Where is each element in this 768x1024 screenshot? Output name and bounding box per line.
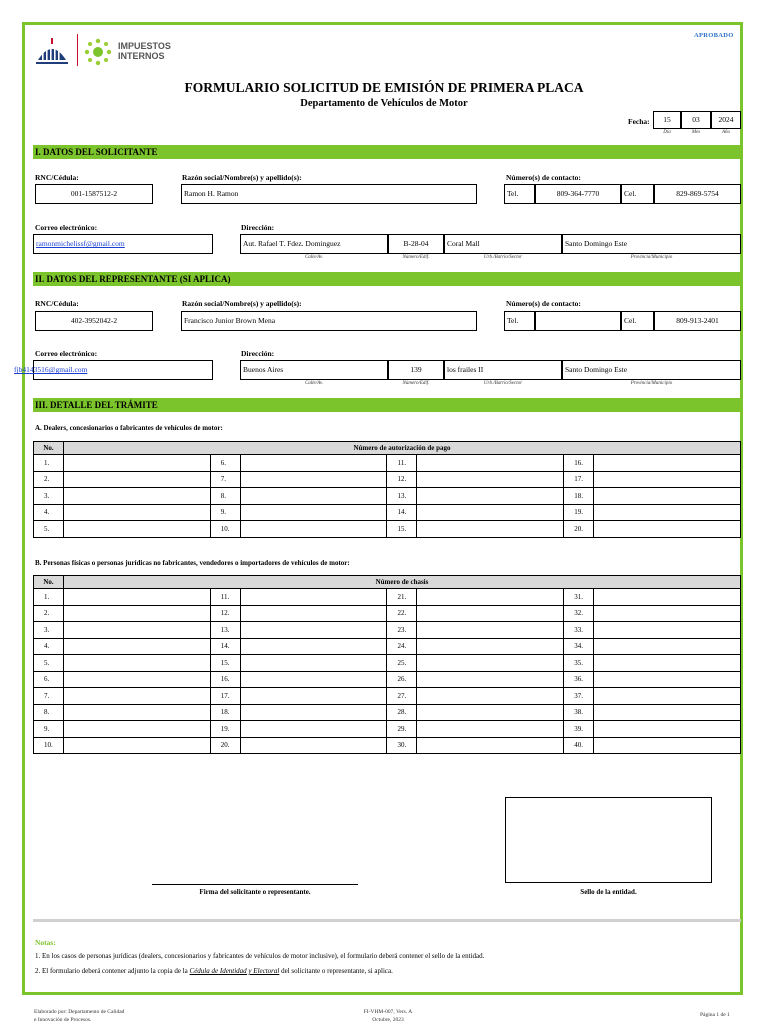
applicant-number-caption: Número/Edif. xyxy=(402,255,430,260)
table-a-entry-cell[interactable] xyxy=(63,488,210,505)
rep-number-caption: Número/Edif. xyxy=(402,381,430,386)
rep-urb-caption: Urb./Barrio/Sector xyxy=(483,381,523,386)
table-b-entry-cell[interactable] xyxy=(417,721,564,738)
table-a-row-number: 17. xyxy=(564,471,594,488)
table-b-entry-cell[interactable] xyxy=(594,655,741,672)
footer-left-line2: e Innovación de Procesos. xyxy=(34,1017,92,1023)
table-b-row-number: 21. xyxy=(387,589,417,606)
table-b-entry-cell[interactable] xyxy=(417,655,564,672)
table-b-entry-cell[interactable] xyxy=(417,638,564,655)
logo-divider xyxy=(77,34,78,66)
table-a-row-number: 20. xyxy=(564,521,594,538)
table-b-entry-cell[interactable] xyxy=(63,704,210,721)
table-b-row-number: 3. xyxy=(34,622,64,639)
table-b-entry-cell[interactable] xyxy=(594,671,741,688)
footer-center xyxy=(340,1008,436,1024)
table-b-row-number: 2. xyxy=(34,605,64,622)
table-a-row xyxy=(34,521,741,538)
note-2-prefix: 2. El formulario deberá contener adjunto la copia de la xyxy=(35,967,190,975)
seal-label: Sello de la entidad. xyxy=(580,888,637,896)
table-a-row-number: 4. xyxy=(34,504,64,521)
table-a-entry-cell[interactable] xyxy=(240,521,387,538)
applicant-cel-field[interactable]: 829-869-5754 xyxy=(654,184,741,204)
applicant-urb-caption: Urb./Barrio/Sector xyxy=(483,255,523,260)
table-b-entry-cell[interactable] xyxy=(417,671,564,688)
note-2 xyxy=(35,967,393,975)
table-a-entry-cell[interactable] xyxy=(594,504,741,521)
table-b-entry-cell[interactable] xyxy=(240,655,387,672)
table-b-row-number: 12. xyxy=(210,605,240,622)
table-a-row xyxy=(34,471,741,488)
rep-number-field[interactable]: 139 xyxy=(388,360,444,380)
table-b-entry-cell[interactable] xyxy=(240,688,387,705)
table-b-row-number: 30. xyxy=(387,737,417,754)
table-a-row-number: 10. xyxy=(210,521,240,538)
table-b-title-header: Número de chasis xyxy=(63,576,740,589)
table-b-row xyxy=(34,704,741,721)
table-a-entry-cell[interactable] xyxy=(594,521,741,538)
table-b-row-number: 16. xyxy=(210,671,240,688)
table-b-row-number: 6. xyxy=(34,671,64,688)
table-b-row-number: 31. xyxy=(564,589,594,606)
table-b-entry-cell[interactable] xyxy=(417,737,564,754)
footer-left-line1: Elaborado por: Departamento de Calidad xyxy=(34,1009,125,1015)
table-b-row-number: 28. xyxy=(387,704,417,721)
table-b-entry-cell[interactable] xyxy=(63,737,210,754)
impuestos-sun-icon xyxy=(84,38,114,66)
rep-name-label: Razón social/Nombre(s) y apellido(s): xyxy=(182,299,302,308)
table-b-row-number: 23. xyxy=(387,622,417,639)
table-b-entry-cell[interactable] xyxy=(63,622,210,639)
table-b-row-number: 17. xyxy=(210,688,240,705)
table-b-entry-cell[interactable] xyxy=(63,688,210,705)
table-a-row-number: 11. xyxy=(387,455,417,472)
table-b-entry-cell[interactable] xyxy=(594,605,741,622)
applicant-rnc-label: RNC/Cédula: xyxy=(35,173,79,182)
approval-status: APROBADO xyxy=(694,32,734,39)
rep-street-caption: Calle/Av. xyxy=(304,381,324,386)
brand-line1: IMPUESTOS xyxy=(118,41,171,51)
signature-label: Firma del solicitante o representante. xyxy=(199,888,311,896)
table-b-entry-cell[interactable] xyxy=(63,721,210,738)
section-applicant-header: I. DATOS DEL SOLICITANTE xyxy=(33,145,741,159)
table-a-row-number: 8. xyxy=(210,488,240,505)
table-a-entry-cell[interactable] xyxy=(417,504,564,521)
rep-prov-caption: Provincia/Municipio xyxy=(630,381,673,386)
table-a-row-number: 14. xyxy=(387,504,417,521)
table-a-entry-cell[interactable] xyxy=(417,521,564,538)
applicant-address-label: Dirección: xyxy=(241,223,275,232)
table-a-body xyxy=(34,455,741,538)
table-b-caption: B. Personas físicas o personas jurídicas no fabricantes, vendedores o importadores de vehículos de motor: xyxy=(35,559,350,567)
date-year-caption: Año xyxy=(721,130,731,135)
table-b-row-number: 22. xyxy=(387,605,417,622)
table-a xyxy=(33,441,741,538)
table-b-row-number: 34. xyxy=(564,638,594,655)
table-b-entry-cell[interactable] xyxy=(240,704,387,721)
table-b-row-number: 26. xyxy=(387,671,417,688)
table-b-entry-cell[interactable] xyxy=(594,589,741,606)
signature-line[interactable] xyxy=(152,884,358,885)
applicant-cel-label: Cel. xyxy=(621,184,654,204)
table-a-no-header: No. xyxy=(34,442,64,455)
applicant-rnc-field[interactable]: 001-1587512-2 xyxy=(35,184,153,204)
table-b-entry-cell[interactable] xyxy=(594,688,741,705)
table-b-entry-cell[interactable] xyxy=(594,721,741,738)
table-b-entry-cell[interactable] xyxy=(417,622,564,639)
table-b-no-header: No. xyxy=(34,576,64,589)
table-a-entry-cell[interactable] xyxy=(417,488,564,505)
table-b-row-number: 15. xyxy=(210,655,240,672)
table-a-row-number: 6. xyxy=(210,455,240,472)
applicant-tel-field[interactable]: 809-364-7770 xyxy=(535,184,621,204)
table-a-row xyxy=(34,504,741,521)
applicant-email-link[interactable]: ramonmichelissf@gmail.com xyxy=(36,239,125,249)
table-b-row-number: 36. xyxy=(564,671,594,688)
table-a-row xyxy=(34,488,741,505)
brand-name xyxy=(118,41,171,61)
table-b-row-number: 35. xyxy=(564,655,594,672)
table-b-entry-cell[interactable] xyxy=(417,589,564,606)
rep-name-field[interactable]: Francisco Junior Brown Mena xyxy=(181,311,477,331)
table-b-entry-cell[interactable] xyxy=(240,638,387,655)
table-b-row-number: 37. xyxy=(564,688,594,705)
table-b-row-number: 8. xyxy=(34,704,64,721)
rep-email-label: Correo electrónico: xyxy=(35,349,98,358)
rep-rnc-field[interactable]: 402-3952042-2 xyxy=(35,311,153,331)
table-b-row xyxy=(34,589,741,606)
date-day-caption: Día xyxy=(663,130,671,135)
applicant-email-field[interactable] xyxy=(33,234,213,254)
table-a-row-number: 16. xyxy=(564,455,594,472)
rep-urb-field[interactable]: los frailes II xyxy=(444,360,562,380)
note-2-cedula: Cédula de Identidad y Electoral xyxy=(189,967,280,975)
table-b-row-number: 1. xyxy=(34,589,64,606)
footer-center-line1: FI-VHM-007, Vers. A xyxy=(363,1009,413,1015)
table-a-entry-cell[interactable] xyxy=(240,471,387,488)
table-a-entry-cell[interactable] xyxy=(594,455,741,472)
rep-tel-label: Tel. xyxy=(504,311,535,331)
table-b-entry-cell[interactable] xyxy=(417,605,564,622)
table-b-row-number: 13. xyxy=(210,622,240,639)
table-b-row-number: 27. xyxy=(387,688,417,705)
table-b-entry-cell[interactable] xyxy=(240,737,387,754)
table-a-title-header: Número de autorización de pago xyxy=(63,442,740,455)
table-a-row-number: 3. xyxy=(34,488,64,505)
applicant-email-label: Correo electrónico: xyxy=(35,223,98,232)
applicant-street-field[interactable]: Aut. Rafael T. Fdez. Dominguez xyxy=(240,234,388,254)
table-b-row-number: 25. xyxy=(387,655,417,672)
table-a-row-number: 2. xyxy=(34,471,64,488)
table-b-entry-cell[interactable] xyxy=(417,688,564,705)
table-b-row-number: 18. xyxy=(210,704,240,721)
rep-contact-label: Número(s) de contacto: xyxy=(506,299,581,308)
table-a-entry-cell[interactable] xyxy=(417,455,564,472)
table-b-row xyxy=(34,638,741,655)
table-b-body xyxy=(34,589,741,754)
table-b-row-number: 29. xyxy=(387,721,417,738)
table-b-entry-cell[interactable] xyxy=(240,721,387,738)
rep-email-link[interactable]: fjb4143516@gmail.com xyxy=(14,365,88,375)
page-subtitle: Departamento de Vehículos de Motor xyxy=(300,98,468,109)
table-b-entry-cell[interactable] xyxy=(63,638,210,655)
table-b-row-number: 11. xyxy=(210,589,240,606)
rep-email-field[interactable] xyxy=(14,360,213,380)
rep-cel-label: Cel. xyxy=(621,311,654,331)
page-number: Página 1 de 1 xyxy=(700,1012,730,1018)
table-a-row xyxy=(34,455,741,472)
table-b-entry-cell[interactable] xyxy=(594,704,741,721)
table-b-row-number: 24. xyxy=(387,638,417,655)
table-b-row-number: 33. xyxy=(564,622,594,639)
table-a-entry-cell[interactable] xyxy=(63,504,210,521)
table-b-entry-cell[interactable] xyxy=(63,655,210,672)
table-a-row-number: 15. xyxy=(387,521,417,538)
table-a-row-number: 5. xyxy=(34,521,64,538)
date-year-field[interactable]: 2024 xyxy=(711,111,741,129)
table-a-row-number: 13. xyxy=(387,488,417,505)
table-b-row-number: 19. xyxy=(210,721,240,738)
applicant-street-caption: Calle/Av. xyxy=(304,255,324,260)
table-b-entry-cell[interactable] xyxy=(63,605,210,622)
table-b-row-number: 40. xyxy=(564,737,594,754)
table-b-row xyxy=(34,655,741,672)
table-b-entry-cell[interactable] xyxy=(240,589,387,606)
date-day-field[interactable]: 15 xyxy=(653,111,681,129)
table-b-entry-cell[interactable] xyxy=(594,737,741,754)
table-b-entry-cell[interactable] xyxy=(594,638,741,655)
rep-tel-field[interactable] xyxy=(535,311,621,331)
table-b xyxy=(33,575,741,754)
table-a-row-number: 18. xyxy=(564,488,594,505)
rep-prov-field[interactable]: Santo Domingo Este xyxy=(562,360,741,380)
table-b-row xyxy=(34,671,741,688)
applicant-number-field[interactable]: B-28-04 xyxy=(388,234,444,254)
table-b-row xyxy=(34,605,741,622)
table-b-row-number: 39. xyxy=(564,721,594,738)
table-b-row-number: 9. xyxy=(34,721,64,738)
table-b-row xyxy=(34,721,741,738)
table-b-entry-cell[interactable] xyxy=(240,605,387,622)
table-b-row xyxy=(34,622,741,639)
notes-title: Notas: xyxy=(35,938,56,947)
table-b-entry-cell[interactable] xyxy=(63,671,210,688)
page-title: FORMULARIO SOLICITUD DE EMISIÓN DE PRIMERA PLACA xyxy=(184,80,584,95)
seal-box[interactable] xyxy=(505,797,712,883)
table-a-row-number: 7. xyxy=(210,471,240,488)
rep-rnc-label: RNC/Cédula: xyxy=(35,299,79,308)
applicant-prov-caption: Provincia/Municipio xyxy=(630,255,673,260)
table-a-entry-cell[interactable] xyxy=(240,455,387,472)
applicant-name-label: Razón social/Nombre(s) y apellido(s): xyxy=(182,173,302,182)
table-b-row-number: 14. xyxy=(210,638,240,655)
table-b-entry-cell[interactable] xyxy=(240,671,387,688)
table-a-entry-cell[interactable] xyxy=(63,471,210,488)
table-b-row-number: 38. xyxy=(564,704,594,721)
applicant-contact-label: Número(s) de contacto: xyxy=(506,173,581,182)
applicant-prov-field[interactable]: Santo Domingo Este xyxy=(562,234,741,254)
table-a-row-number: 1. xyxy=(34,455,64,472)
note-1: 1. En los casos de personas jurídicas (dealers, concesionarios y fabricantes de vehículos de motor inclusive), el formulario deberá contener el sello de la entidad. xyxy=(35,952,485,960)
section-representative-header: II. DATOS DEL REPRESENTANTE (SI APLICA) xyxy=(33,272,741,286)
table-b-entry-cell[interactable] xyxy=(63,589,210,606)
date-month-field[interactable]: 03 xyxy=(681,111,711,129)
table-b-row xyxy=(34,737,741,754)
table-a-row-number: 19. xyxy=(564,504,594,521)
date-label: Fecha: xyxy=(628,117,650,126)
table-b-row xyxy=(34,688,741,705)
brand-line2: INTERNOS xyxy=(118,51,165,61)
table-b-row-number: 4. xyxy=(34,638,64,655)
date-month-caption: Mes xyxy=(691,130,701,135)
table-b-row-number: 7. xyxy=(34,688,64,705)
table-b-entry-cell[interactable] xyxy=(594,622,741,639)
section-procedure-header: III. DETALLE DEL TRÁMITE xyxy=(33,398,741,412)
footer-center-line2: Octubre, 2023 xyxy=(372,1017,404,1023)
table-b-entry-cell[interactable] xyxy=(417,704,564,721)
footer-left xyxy=(34,1008,124,1024)
table-a-entry-cell[interactable] xyxy=(594,471,741,488)
applicant-urb-field[interactable]: Coral Mall xyxy=(444,234,562,254)
table-a-row-number: 9. xyxy=(210,504,240,521)
table-a-entry-cell[interactable] xyxy=(63,521,210,538)
table-b-entry-cell[interactable] xyxy=(240,622,387,639)
table-a-row-number: 12. xyxy=(387,471,417,488)
applicant-tel-label: Tel. xyxy=(504,184,535,204)
table-a-entry-cell[interactable] xyxy=(240,488,387,505)
table-b-row-number: 5. xyxy=(34,655,64,672)
table-b-row-number: 32. xyxy=(564,605,594,622)
table-a-entry-cell[interactable] xyxy=(417,471,564,488)
rep-address-label: Dirección: xyxy=(241,349,275,358)
applicant-name-field[interactable]: Ramon H. Ramon xyxy=(181,184,477,204)
table-a-caption: A. Dealers, concesionarios o fabricantes de vehículos de motor: xyxy=(35,424,223,432)
note-2-suffix: del solicitante o representante, si aplica. xyxy=(279,967,393,975)
rep-cel-field[interactable]: 809-913-2401 xyxy=(654,311,741,331)
government-seal-icon xyxy=(34,36,70,66)
table-a-entry-cell[interactable] xyxy=(594,488,741,505)
table-a-entry-cell[interactable] xyxy=(63,455,210,472)
rep-street-field[interactable]: Buenos Aires xyxy=(240,360,388,380)
table-b-row-number: 10. xyxy=(34,737,64,754)
table-b-row-number: 20. xyxy=(210,737,240,754)
table-a-entry-cell[interactable] xyxy=(240,504,387,521)
notes-divider xyxy=(33,919,741,922)
